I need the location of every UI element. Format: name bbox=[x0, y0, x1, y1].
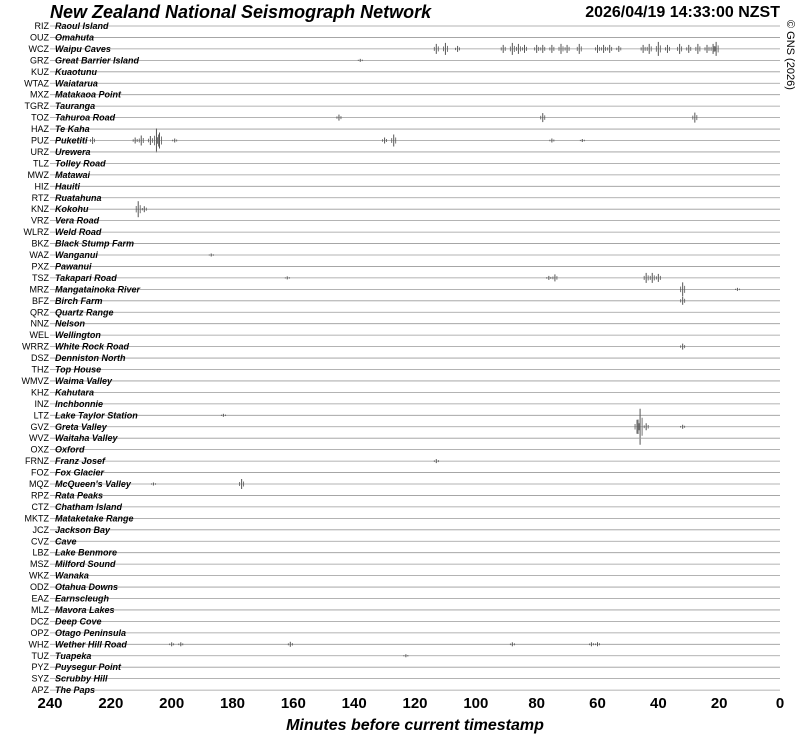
station-name: Kokohu bbox=[55, 204, 89, 215]
station-name: White Rock Road bbox=[55, 341, 130, 352]
station-code: DCZ bbox=[30, 616, 49, 627]
station-name: Black Stump Farm bbox=[55, 238, 135, 249]
station-code: EAZ bbox=[31, 593, 49, 604]
station-code: HAZ bbox=[31, 124, 49, 135]
station-name: Kuaotunu bbox=[55, 66, 97, 77]
x-tick-label: 140 bbox=[341, 695, 367, 712]
station-code: WRRZ bbox=[22, 341, 49, 352]
station-code: MXZ bbox=[30, 89, 49, 100]
station-name: Inchbonnie bbox=[55, 398, 103, 409]
station-name: Mavora Lakes bbox=[55, 604, 115, 615]
station-code: RPZ bbox=[31, 490, 49, 501]
station-name: Waipu Caves bbox=[55, 43, 111, 54]
station-name: Matakaoa Point bbox=[55, 89, 122, 100]
station-code: WHZ bbox=[28, 639, 49, 650]
station-code: BFZ bbox=[32, 295, 49, 306]
station-name: Waitaha Valley bbox=[55, 433, 118, 444]
station-name: Earnscleugh bbox=[55, 593, 110, 604]
x-axis-label: Minutes before current timestamp bbox=[286, 717, 544, 734]
x-tick-label: 160 bbox=[280, 695, 306, 712]
station-code: INZ bbox=[34, 398, 49, 409]
x-tick-label: 20 bbox=[710, 695, 728, 712]
station-name: Birch Farm bbox=[55, 295, 103, 306]
station-name: Deep Cove bbox=[55, 616, 102, 627]
station-code: WMVZ bbox=[21, 375, 49, 386]
station-name: Takapari Road bbox=[55, 272, 117, 283]
station-name: Cave bbox=[55, 536, 77, 547]
station-name: Vera Road bbox=[55, 215, 100, 226]
x-tick-label: 40 bbox=[649, 695, 667, 712]
station-name: Hauiti bbox=[55, 181, 81, 192]
station-code: THZ bbox=[31, 364, 49, 375]
station-name: Raoul Island bbox=[55, 21, 109, 31]
x-tick-label: 200 bbox=[159, 695, 185, 712]
page-title: New Zealand National Seismograph Network bbox=[50, 2, 432, 22]
station-code: NNZ bbox=[30, 318, 49, 329]
station-name: Tauranga bbox=[55, 101, 96, 112]
station-name: Oxford bbox=[55, 444, 85, 455]
station-code: ODZ bbox=[30, 582, 49, 593]
station-name: Otahua Downs bbox=[55, 582, 119, 593]
station-name: Tuapeka bbox=[55, 650, 92, 661]
current-timestamp: 2026/04/19 14:33:00 NZST bbox=[585, 4, 780, 21]
station-code: PUZ bbox=[31, 135, 49, 146]
station-code: DSZ bbox=[31, 353, 49, 364]
station-code: MKTZ bbox=[24, 513, 49, 524]
station-name: Quartz Range bbox=[55, 307, 114, 318]
station-code: SYZ bbox=[31, 673, 49, 684]
x-tick-label: 120 bbox=[402, 695, 428, 712]
station-code: FRNZ bbox=[25, 456, 49, 467]
station-code: OPZ bbox=[30, 627, 49, 638]
station-code: WCZ bbox=[28, 43, 49, 54]
station-name: Mataketake Range bbox=[55, 513, 134, 524]
station-code: KUZ bbox=[31, 66, 49, 77]
station-name: Mangatainoka River bbox=[55, 284, 141, 295]
station-code: GVZ bbox=[30, 421, 49, 432]
station-name: Denniston North bbox=[55, 353, 126, 364]
station-code: KHZ bbox=[31, 387, 49, 398]
x-tick-label: 60 bbox=[589, 695, 606, 712]
station-code: MSZ bbox=[30, 559, 49, 570]
station-code: QRZ bbox=[30, 307, 49, 318]
station-name: Great Barrier Island bbox=[55, 55, 140, 66]
x-tick-label: 220 bbox=[98, 695, 124, 712]
station-code: TSZ bbox=[32, 272, 49, 283]
station-name: Top House bbox=[55, 364, 102, 375]
station-name: Te Kaha bbox=[55, 124, 90, 135]
station-code: WAZ bbox=[29, 250, 49, 260]
station-name: Rata Peaks bbox=[55, 490, 104, 501]
station-name: Jackson Bay bbox=[55, 524, 111, 535]
station-code: TUZ bbox=[31, 650, 49, 661]
copyright-notice: © GNS (2026) bbox=[784, 20, 796, 90]
station-code: WTAZ bbox=[24, 78, 49, 89]
station-code: MWZ bbox=[27, 169, 49, 180]
station-name: Wether Hill Road bbox=[55, 639, 127, 650]
station-code: PXZ bbox=[31, 261, 49, 272]
station-code: TOZ bbox=[31, 112, 49, 123]
station-code: URZ bbox=[30, 146, 49, 157]
station-code: TGRZ bbox=[24, 101, 49, 112]
station-code: HIZ bbox=[34, 181, 49, 192]
station-code: OXZ bbox=[30, 444, 49, 455]
station-name: Wanganui bbox=[55, 250, 98, 260]
station-name: Milford Sound bbox=[55, 559, 116, 570]
station-code: WLRZ bbox=[23, 227, 49, 238]
station-name: Scrubby Hill bbox=[55, 673, 108, 684]
station-code: TLZ bbox=[32, 158, 49, 169]
station-code: CVZ bbox=[31, 536, 49, 547]
station-name: Ruatahuna bbox=[55, 192, 102, 203]
station-code: WVZ bbox=[29, 433, 49, 444]
station-name: Tolley Road bbox=[55, 158, 106, 169]
station-name: Nelson bbox=[55, 318, 86, 329]
station-code: MQZ bbox=[29, 479, 49, 489]
station-code: CTZ bbox=[31, 501, 49, 512]
station-code: BKZ bbox=[31, 238, 49, 249]
x-tick-label: 80 bbox=[528, 695, 546, 712]
station-code: FOZ bbox=[31, 467, 49, 478]
station-name: Matawai bbox=[55, 169, 91, 180]
station-code: GRZ bbox=[30, 55, 49, 66]
station-code: RTZ bbox=[31, 192, 49, 203]
station-name: Lake Benmore bbox=[55, 547, 118, 558]
station-code: MRZ bbox=[29, 284, 49, 295]
station-code: VRZ bbox=[31, 215, 49, 226]
station-name: Otago Peninsula bbox=[55, 627, 127, 638]
station-name: The Paps bbox=[55, 685, 96, 696]
x-tick-label: 240 bbox=[37, 695, 63, 712]
station-code: LTZ bbox=[33, 410, 49, 421]
x-tick-label: 180 bbox=[219, 695, 246, 712]
station-code: WEL bbox=[29, 330, 49, 341]
station-name: Puketiti bbox=[55, 135, 88, 146]
station-name: McQueen's Valley bbox=[55, 479, 131, 489]
station-code: LBZ bbox=[32, 547, 49, 558]
station-name: Urewera bbox=[55, 146, 91, 157]
station-code: MLZ bbox=[31, 604, 49, 615]
station-name: Greta Valley bbox=[55, 421, 107, 432]
station-code: OUZ bbox=[30, 32, 49, 43]
station-name: Waiatarua bbox=[55, 78, 98, 89]
station-name: Wanaka bbox=[55, 570, 89, 581]
station-code: JCZ bbox=[32, 524, 49, 535]
station-name: Weld Road bbox=[55, 227, 102, 238]
station-code: APZ bbox=[31, 685, 49, 696]
station-name: Pawanui bbox=[55, 261, 92, 272]
station-code: KNZ bbox=[31, 204, 49, 215]
station-name: Tahuroa Road bbox=[55, 112, 116, 123]
station-name: Wellington bbox=[55, 330, 101, 341]
station-name: Lake Taylor Station bbox=[55, 410, 138, 421]
station-name: Omahuta bbox=[55, 32, 95, 43]
station-name: Fox Glacier bbox=[55, 467, 105, 478]
x-tick-label: 0 bbox=[775, 695, 785, 712]
station-code: WKZ bbox=[29, 570, 49, 581]
x-tick-label: 100 bbox=[463, 695, 489, 712]
station-name: Franz Josef bbox=[55, 456, 106, 467]
station-code: PYZ bbox=[31, 662, 49, 673]
station-code: RIZ bbox=[34, 21, 49, 31]
station-name: Kahutara bbox=[55, 387, 95, 398]
station-name: Puysegur Point bbox=[55, 662, 122, 673]
station-name: Chatham Island bbox=[55, 501, 123, 512]
station-name: Waima Valley bbox=[55, 375, 113, 386]
